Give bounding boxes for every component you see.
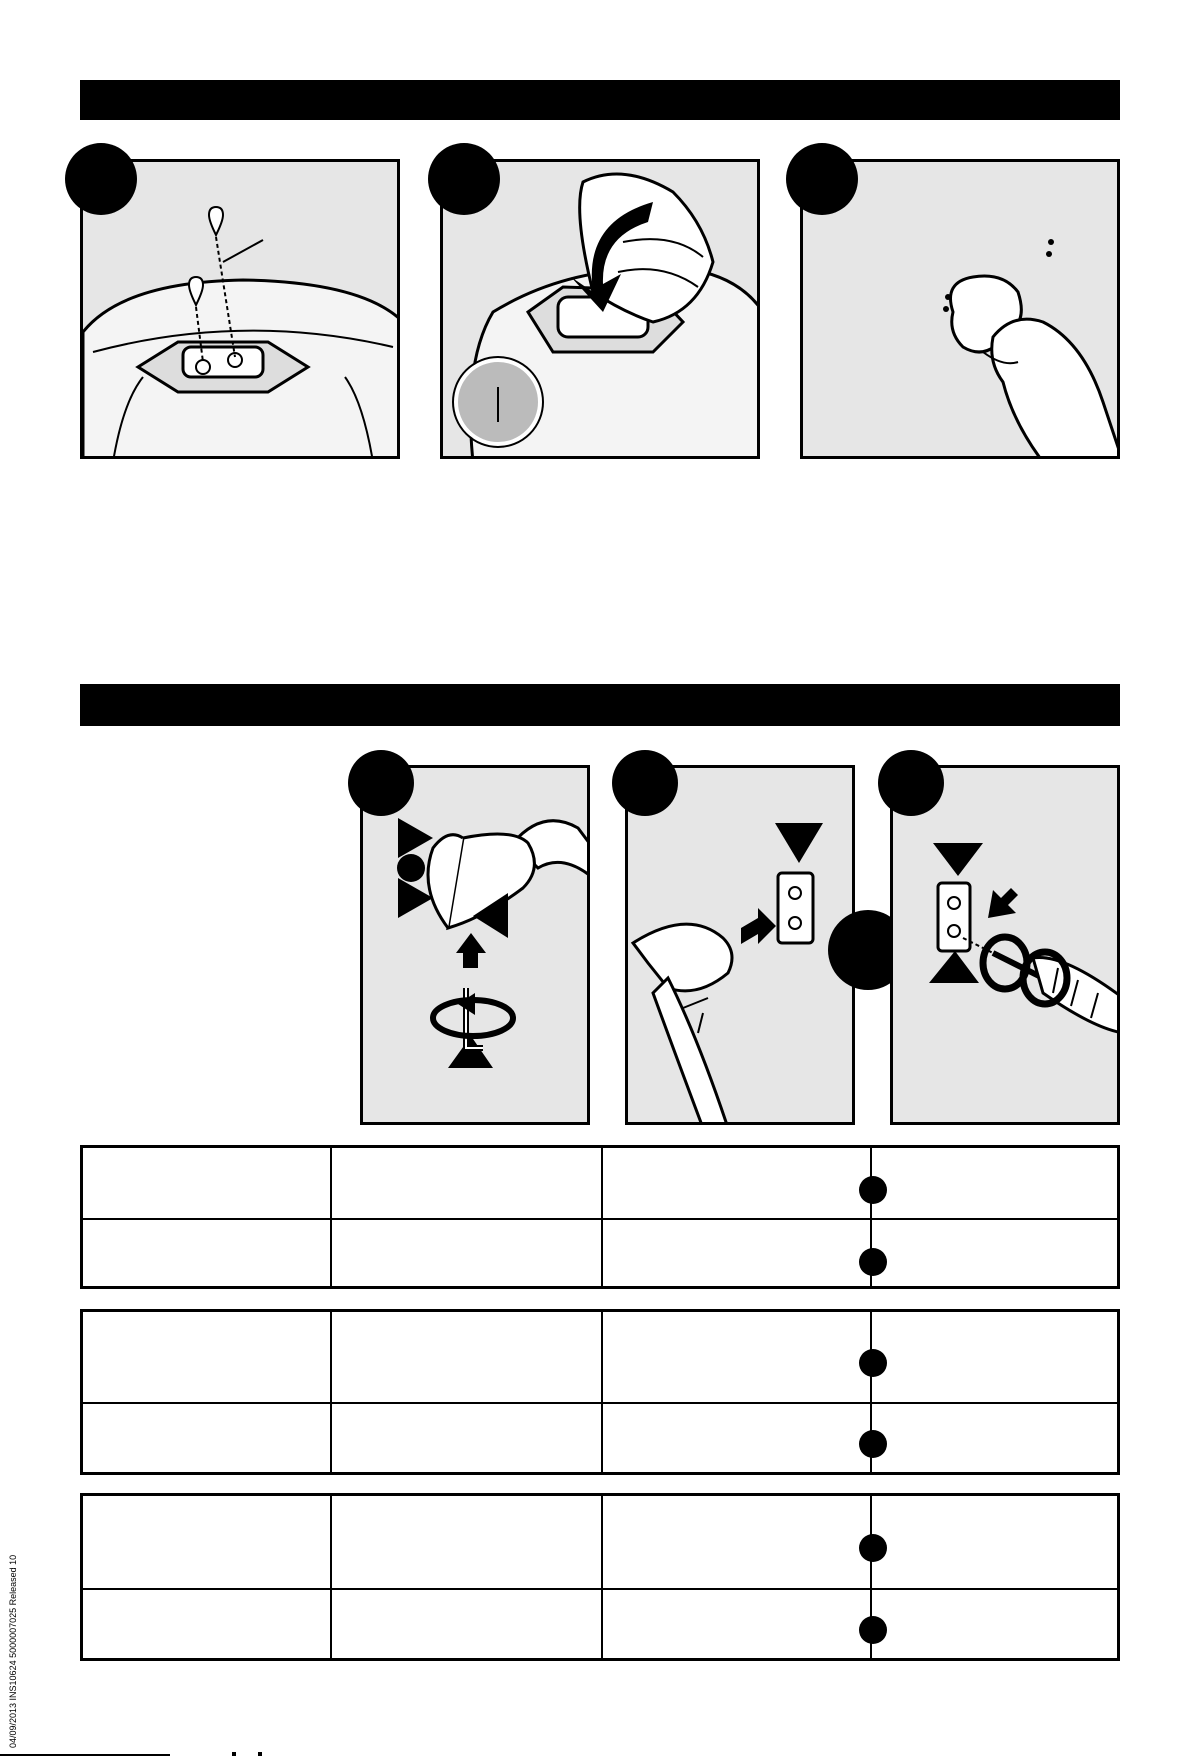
- table-cell: [872, 1590, 1117, 1658]
- table-row: [83, 1496, 1117, 1588]
- footer-rule: [0, 1754, 170, 1756]
- table-cell: [603, 1404, 872, 1472]
- table-cell: [603, 1148, 872, 1218]
- table-cell: [603, 1496, 872, 1588]
- table-cell: [872, 1404, 1117, 1472]
- step-panel-a: [360, 765, 590, 1125]
- step-panel-b: [625, 765, 855, 1125]
- pointer-triangle-icon: [775, 823, 823, 863]
- step-number-dot-a: [348, 750, 414, 816]
- table-cell: [332, 1404, 603, 1472]
- table-cell: [83, 1404, 332, 1472]
- table-cell: [872, 1220, 1117, 1286]
- step-number-dot-3: [786, 143, 858, 215]
- pointer-triangle-icon: [929, 951, 979, 983]
- nozzle-cleaning-illustration: [83, 162, 400, 459]
- rotate-arrow-icon: [433, 993, 513, 1036]
- showerhead-icon: [428, 821, 590, 928]
- bracket-icon: [938, 883, 970, 951]
- nozzle-plate-icon: [138, 342, 308, 392]
- table-cell: [332, 1148, 603, 1218]
- step-number-dot-2: [428, 143, 500, 215]
- insert-nozzle-illustration: [443, 162, 760, 459]
- bracket-icon: [778, 873, 813, 943]
- table-row: [83, 1312, 1117, 1402]
- leader-line-icon: [223, 240, 263, 262]
- screwdriver-icon: [993, 953, 1120, 1033]
- push-arrow-icon: [456, 933, 486, 968]
- hammer-bracket-illustration: [628, 768, 855, 1125]
- step-panel-c: [890, 765, 1120, 1125]
- table-row: [83, 1148, 1117, 1218]
- table-cell: [332, 1590, 603, 1658]
- hammer-icon: [633, 924, 732, 1125]
- table-cell: [603, 1590, 872, 1658]
- small-marker-dot: [397, 854, 425, 882]
- table-cell: [603, 1312, 872, 1402]
- section-1-header-bar: [80, 80, 1120, 120]
- table-cell: [872, 1148, 1117, 1218]
- step-number-dot-b: [612, 750, 678, 816]
- step-number-dot-1: [65, 143, 137, 215]
- table-cell: [83, 1148, 332, 1218]
- table-cell: [83, 1220, 332, 1286]
- push-arrow-icon: [988, 888, 1018, 918]
- wipe-clean-illustration: [803, 162, 1120, 459]
- table-cell: [83, 1590, 332, 1658]
- table-cell: [603, 1220, 872, 1286]
- table-cell: [872, 1496, 1117, 1588]
- footer-tick-mark: [258, 1752, 262, 1756]
- hands-cloth-icon: [951, 276, 1121, 459]
- remove-showerhead-illustration: [363, 768, 590, 1125]
- push-arrow-icon: [741, 908, 776, 944]
- section-2-header-bar: [80, 684, 1120, 726]
- step-number-dot-c: [878, 750, 944, 816]
- table-cell: [332, 1220, 603, 1286]
- table-cell: [332, 1312, 603, 1402]
- table-row: [83, 1402, 1117, 1472]
- side-revision-note: [8, 1554, 38, 1748]
- table-cell: [83, 1496, 332, 1588]
- table-cell: [83, 1312, 332, 1402]
- magnifier-detail-icon: [453, 357, 543, 447]
- footer-tick-mark: [232, 1752, 236, 1756]
- table-cell: [872, 1312, 1117, 1402]
- table-row: [83, 1588, 1117, 1658]
- table-cell: [332, 1496, 603, 1588]
- info-table-3: [80, 1493, 1120, 1661]
- pointer-triangle-icon: [933, 843, 983, 876]
- table-row: [83, 1218, 1117, 1286]
- info-table-1: [80, 1145, 1120, 1289]
- screwdriver-bracket-illustration: [893, 768, 1120, 1125]
- info-table-2: [80, 1309, 1120, 1475]
- side-revision-text: 04/09/2013 INS10624 5000007025 Released 10: [8, 1554, 18, 1748]
- step-panel-3: [800, 159, 1120, 459]
- step-panel-1: [80, 159, 400, 459]
